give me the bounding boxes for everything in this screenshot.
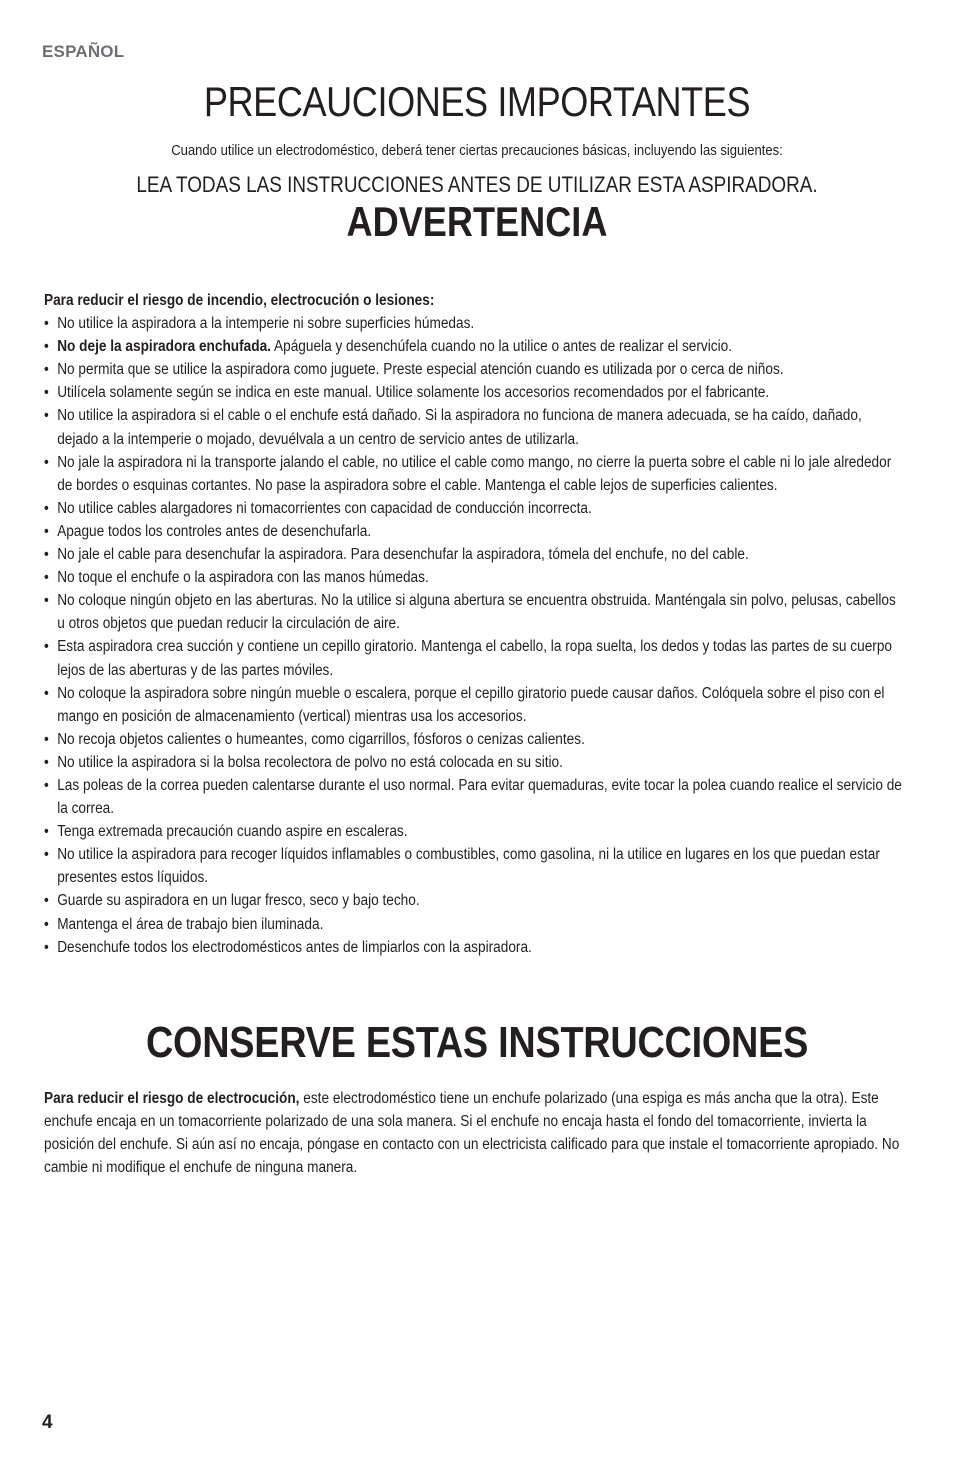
list-item <box>44 889 906 912</box>
list-item-text: Apague todos los controles antes de desenchufarla. <box>57 522 372 540</box>
page-title: PRECAUCIONES IMPORTANTES <box>203 78 751 125</box>
safety-bullet-list <box>44 312 906 959</box>
list-item <box>44 312 906 335</box>
list-item-text: No utilice la aspiradora para recoger líquidos inflamables o combustibles, como gasolina, ni la utilice en lugares en los que puedan estar presentes estos líquidos. <box>57 846 880 887</box>
risk-heading: Para reducir el riesgo de incendio, electrocución o lesiones: <box>44 292 435 309</box>
list-item-text: Esta aspiradora crea succión y contiene un cepillo giratorio. Mantenga el cabello, la ropa suelta, los dedos y todas las partes de su cuerpo lejos de las aberturas y de las partes móviles. <box>57 638 893 679</box>
list-item <box>44 635 906 681</box>
list-item <box>44 497 906 520</box>
polarized-plug-lead: Para reducir el riesgo de electrocución, <box>44 1090 300 1107</box>
list-item <box>44 358 906 381</box>
list-item <box>44 820 906 843</box>
list-item <box>44 381 906 404</box>
page-number: 4 <box>42 1412 53 1433</box>
list-item-text: Utilícela solamente según se indica en este manual. Utilice solamente los accesorios recomendados por el fabricante. <box>57 384 770 402</box>
list-item-text: No recoja objetos calientes o humeantes, como cigarrillos, fósforos o cenizas calientes. <box>57 730 585 748</box>
safety-warnings <box>44 289 906 959</box>
list-item-text: Guarde su aspiradora en un lugar fresco, seco y bajo techo. <box>57 892 420 910</box>
polarized-plug-notice <box>44 1087 908 1179</box>
list-item-emphasis: No deje la aspiradora enchufada. <box>57 338 271 356</box>
list-item-text: No utilice cables alargadores ni tomacorrientes con capacidad de conducción incorrecta. <box>57 499 592 517</box>
list-item <box>44 682 906 728</box>
polarized-plug-text: este electrodoméstico tiene un enchufe polarizado (una espiga es más ancha que la otra). Este enchufe encaja en un tomacorriente polarizado de una sola manera. Si el enchufe no encaja hasta el fondo del tomacorriente, invierta la posición del enchufe. Si aún así no encaja, póngase en contacto con un electricista calificado para que instale el tomacorriente apropiado. No cambie ni modifique el enchufe de ninguna manera. <box>44 1090 900 1177</box>
list-item-text: Desenchufe todos los electrodomésticos antes de limpiarlos con la aspiradora. <box>57 938 532 956</box>
list-item <box>44 543 906 566</box>
list-item <box>44 913 906 936</box>
list-item <box>44 728 906 751</box>
list-item <box>44 774 906 820</box>
list-item-text: No coloque la aspiradora sobre ningún mueble o escalera, porque el cepillo giratorio puede causar daños. Colóquela sobre el piso con el mango en posición de almacenamiento (vertical) mientras usa los accesorios. <box>57 684 885 725</box>
list-item-text: Las poleas de la correa pueden calentarse durante el uso normal. Para evitar quemaduras, evite tocar la polea cuando realice el servicio de la correa. <box>57 776 902 818</box>
list-item-text: Mantenga el área de trabajo bien iluminada. <box>57 915 324 933</box>
list-item <box>44 566 906 589</box>
list-item-text: No utilice la aspiradora a la intemperie ni sobre superficies húmedas. <box>57 315 475 333</box>
list-item-text: No utilice la aspiradora si el cable o el enchufe está dañado. Si la aspiradora no funciona de manera adecuada, se ha caído, dañado, dejado a la intemperie o mojado, devuélvala a un centro de servicio antes de utilizarla. <box>57 407 862 448</box>
list-item-text: No coloque ningún objeto en las aberturas. No la utilice si alguna abertura se encuentra obstruida. Manténgala sin polvo, pelusas, cabellos u otros objetos que puedan reducir la circulación de aire. <box>57 592 896 633</box>
list-item <box>44 520 906 543</box>
read-instructions-notice: LEA TODAS LAS INSTRUCCIONES ANTES DE UTILIZAR ESTA ASPIRADORA. <box>136 172 818 197</box>
list-item <box>44 335 906 358</box>
list-item-text: Tenga extremada precaución cuando aspire en escaleras. <box>57 823 408 841</box>
save-instructions-heading: CONSERVE ESTAS INSTRUCCIONES <box>145 1018 809 1067</box>
list-item-text: No jale la aspiradora ni la transporte jalando el cable, no utilice el cable como mango, no cierre la puerta sobre el cable ni lo jale alrededor de bordes o esquinas cortantes. No pase la aspiradora sobre el cable. Mantenga el cable lejos de superficies calientes. <box>57 453 892 494</box>
language-label: ESPAÑOL <box>42 42 125 61</box>
warning-heading: ADVERTENCIA <box>346 198 608 245</box>
list-item-text: No permita que se utilice la aspiradora como juguete. Preste especial atención cuando es utilizada por o cerca de niños. <box>57 361 784 379</box>
list-item <box>44 404 906 450</box>
list-item-text: No jale el cable para desenchufar la aspiradora. Para desenchufar la aspiradora, tómela del enchufe, no del cable. <box>57 546 749 564</box>
list-item <box>44 589 906 635</box>
intro-text: Cuando utilice un electrodoméstico, deberá tener ciertas precauciones básicas, incluyendo las siguientes: <box>171 143 783 159</box>
list-item-text: No toque el enchufe o la aspiradora con las manos húmedas. <box>57 569 429 587</box>
list-item <box>44 451 906 497</box>
list-item <box>44 751 906 774</box>
list-item <box>44 843 906 889</box>
list-item-text: Apáguela y desenchúfela cuando no la utilice o antes de realizar el servicio. <box>270 338 732 356</box>
list-item <box>44 936 906 959</box>
list-item-text: No utilice la aspiradora si la bolsa recolectora de polvo no está colocada en su sitio. <box>57 753 563 771</box>
